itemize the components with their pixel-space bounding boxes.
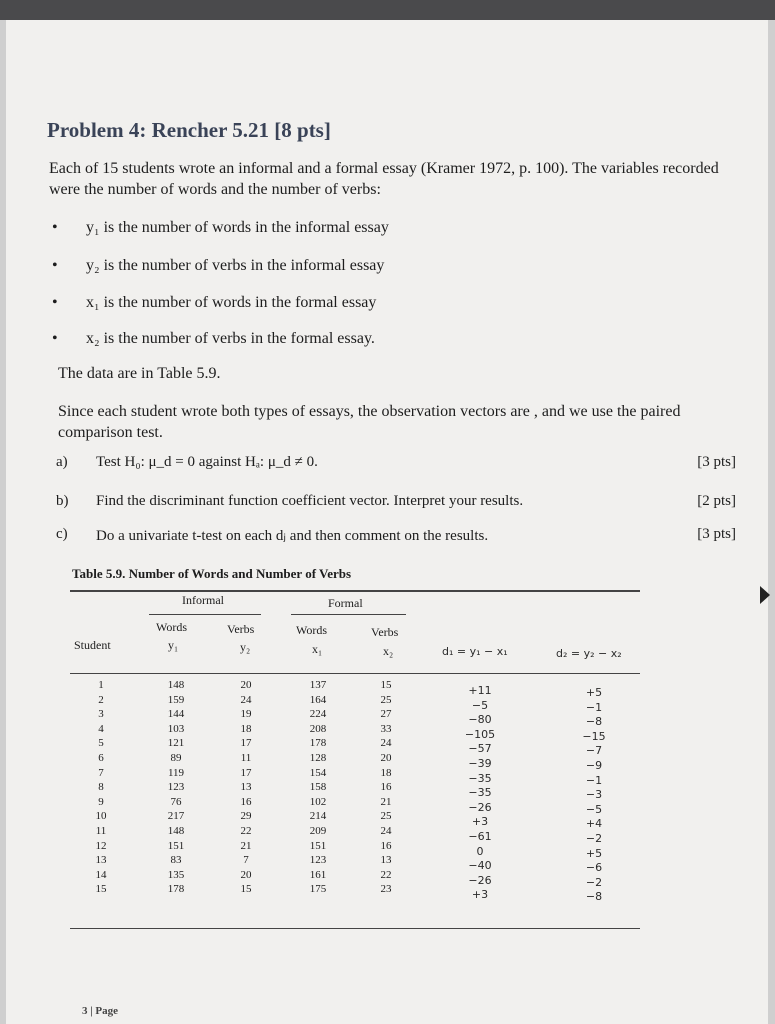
table-cell: 1 xyxy=(98,679,104,691)
table-header-rule xyxy=(70,673,640,674)
informal-words-header: Words xyxy=(156,620,188,634)
table-cell: −8 xyxy=(585,715,603,729)
table-cell: 208 xyxy=(309,722,327,735)
student-column xyxy=(86,678,116,897)
table-cell: 148 xyxy=(167,824,185,837)
d2-column xyxy=(576,686,612,905)
table-cell: 25 xyxy=(380,810,392,823)
question-points: [3 pts] xyxy=(697,526,736,542)
y1-column xyxy=(156,678,196,897)
table-cell: −80 xyxy=(468,713,492,727)
table-cell: 17 xyxy=(240,737,252,750)
table-cell: −2 xyxy=(585,875,603,889)
table-cell: 178 xyxy=(167,883,185,896)
table-cell: 128 xyxy=(309,751,327,764)
table-cell: −5 xyxy=(471,698,489,712)
table-cell: 16 xyxy=(380,839,392,852)
table-cell: 15 xyxy=(95,883,107,896)
table-cell: 7 xyxy=(243,854,249,867)
table-cell: 123 xyxy=(167,781,185,794)
table-cell: 159 xyxy=(167,693,185,706)
table-cell: 22 xyxy=(240,824,252,837)
table-cell: 217 xyxy=(167,810,185,823)
table-cell: 10 xyxy=(95,810,107,823)
table-cell: 13 xyxy=(240,781,252,794)
table-cell: 4 xyxy=(98,722,104,735)
table-cell: 24 xyxy=(380,824,392,837)
table-cell: 27 xyxy=(380,708,392,721)
table-cell: 15 xyxy=(380,679,392,691)
y2-header: y₂ xyxy=(240,640,251,654)
bullet-dot: • xyxy=(52,219,58,236)
formal-group-header: Formal xyxy=(328,596,363,610)
data-reference: The data are in Table 5.9. xyxy=(58,365,221,382)
table-cell: 13 xyxy=(95,854,107,867)
table-cell: −39 xyxy=(468,756,492,770)
table-cell: 22 xyxy=(380,868,392,881)
table-caption: Table 5.9. Number of Words and Number of Verbs xyxy=(72,566,352,581)
table-cell: −61 xyxy=(468,829,492,843)
question-points: [3 pts] xyxy=(697,454,736,470)
table-cell: 20 xyxy=(240,679,252,691)
x1-header: x₁ xyxy=(312,642,323,656)
bullet-text: y₁ is the number of words in the informal essay xyxy=(86,219,389,236)
table-cell: 164 xyxy=(309,693,327,706)
table-cell: +4 xyxy=(585,817,603,831)
bullet-dot: • xyxy=(52,294,58,311)
table-cell: 0 xyxy=(476,844,484,858)
table-cell: 175 xyxy=(309,883,327,896)
d1-header: d₁ = y₁ − x₁ xyxy=(442,645,508,658)
table-cell: 151 xyxy=(309,839,327,852)
question-text: Test H₀: μ_d = 0 against Hₐ: μ_d ≠ 0. xyxy=(96,454,318,470)
document-page xyxy=(6,20,768,1024)
table-cell: 154 xyxy=(309,766,327,779)
table-cell: −1 xyxy=(585,700,603,714)
table-cell: 33 xyxy=(380,722,392,735)
table-cell: 14 xyxy=(95,868,107,881)
y1-header: y₁ xyxy=(168,638,179,652)
table-cell: 89 xyxy=(170,751,182,764)
question-label: c) xyxy=(56,526,68,542)
table-cell: −40 xyxy=(468,859,492,873)
table-cell: 15 xyxy=(240,883,252,896)
table-cell: 178 xyxy=(309,737,327,750)
table-cell: −8 xyxy=(585,890,603,904)
d1-column xyxy=(458,684,502,903)
table-cell: 144 xyxy=(167,708,185,721)
table-cell: 103 xyxy=(167,722,185,735)
table-cell: +5 xyxy=(585,846,603,860)
table-cell: +3 xyxy=(471,815,489,829)
table-cell: 121 xyxy=(167,737,185,750)
question-points: [2 pts] xyxy=(697,493,736,509)
table-cell: 21 xyxy=(380,795,392,808)
table-cell: 119 xyxy=(167,766,185,779)
intro-paragraph: Each of 15 students wrote an informal and a formal essay (Kramer 1972, p. 100). The variables recorded were the number of words and the number of verbs: xyxy=(49,160,719,198)
table-cell: −1 xyxy=(585,773,603,787)
table-cell: 209 xyxy=(309,824,327,837)
bullet-dot: • xyxy=(52,330,58,347)
table-bottom-rule xyxy=(70,928,640,929)
table-cell: 8 xyxy=(98,781,104,794)
informal-group-rule xyxy=(149,614,261,615)
bullet-text: x₂ is the number of verbs in the formal essay. xyxy=(86,330,375,347)
table-cell: 158 xyxy=(309,781,327,794)
bullet-dot: • xyxy=(52,257,58,274)
formal-group-rule xyxy=(291,614,406,615)
table-cell: 12 xyxy=(95,839,107,852)
table-cell: 224 xyxy=(309,708,327,721)
informal-group-header: Informal xyxy=(182,593,224,607)
table-cell: 151 xyxy=(167,839,185,852)
table-cell: 18 xyxy=(240,722,252,735)
table-cell: 7 xyxy=(98,766,104,779)
table-cell: −9 xyxy=(585,758,603,772)
browser-top-bar xyxy=(0,0,775,20)
x2-column xyxy=(368,678,404,897)
y2-column xyxy=(228,678,264,897)
table-cell: 135 xyxy=(167,868,185,881)
question-label: b) xyxy=(56,493,69,509)
bullet-text: y₂ is the number of verbs in the informal essay xyxy=(86,257,385,274)
table-cell: 102 xyxy=(309,795,327,808)
table-cell: −15 xyxy=(582,729,606,743)
table-cell: −35 xyxy=(468,771,492,785)
table-cell: 123 xyxy=(309,854,327,867)
table-cell: 19 xyxy=(240,708,252,721)
table-cell: 25 xyxy=(380,693,392,706)
table-cell: 6 xyxy=(98,751,104,764)
table-cell: 214 xyxy=(309,810,327,823)
table-cell: −7 xyxy=(585,744,603,758)
formal-words-header: Words xyxy=(296,623,328,637)
table-cell: −26 xyxy=(468,873,492,887)
paired-comparison-text: Since each student wrote both types of essays, the observation vectors are , and we use the paired comparison test. xyxy=(58,403,681,441)
table-cell: 11 xyxy=(240,751,252,764)
question-label: a) xyxy=(56,454,68,470)
table-cell: 24 xyxy=(240,693,252,706)
table-top-rule xyxy=(70,590,640,592)
next-page-arrow-icon[interactable] xyxy=(760,586,770,604)
table-cell: 5 xyxy=(98,737,104,750)
informal-verbs-header: Verbs xyxy=(227,622,255,636)
table-cell: 16 xyxy=(240,795,252,808)
table-cell: 137 xyxy=(309,679,327,691)
x1-column xyxy=(298,678,338,897)
table-cell: 161 xyxy=(309,868,327,881)
bullet-text: x₁ is the number of words in the formal essay xyxy=(86,294,377,311)
table-cell: +5 xyxy=(585,686,603,699)
page-footer: 3 | Page xyxy=(82,1005,119,1017)
table-cell: 29 xyxy=(240,810,252,823)
table-cell: 148 xyxy=(167,679,185,691)
d2-header: d₂ = y₂ − x₂ xyxy=(556,647,622,660)
table-cell: 20 xyxy=(240,868,252,881)
formal-verbs-header: Verbs xyxy=(371,625,399,639)
x2-header: x₂ xyxy=(383,644,394,658)
table-cell: 20 xyxy=(380,751,392,764)
question-text: Do a univariate t-test on each dⱼ and then comment on the results. xyxy=(96,528,489,544)
table-cell: 17 xyxy=(240,766,252,779)
table-cell: 24 xyxy=(380,737,392,750)
table-cell: 3 xyxy=(98,708,104,721)
table-cell: −26 xyxy=(468,800,492,814)
table-cell: 83 xyxy=(170,854,182,867)
table-cell: 23 xyxy=(380,883,392,896)
table-cell: 9 xyxy=(98,795,104,808)
table-cell: −105 xyxy=(464,727,496,741)
problem-title: Problem 4: Rencher 5.21 [8 pts] xyxy=(47,118,331,142)
table-cell: −2 xyxy=(585,831,603,845)
table-cell: 16 xyxy=(380,781,392,794)
table-cell: 11 xyxy=(95,824,107,837)
student-header: Student xyxy=(74,638,111,652)
table-cell: +3 xyxy=(471,888,489,902)
table-cell: 13 xyxy=(380,854,392,867)
table-cell: −6 xyxy=(585,861,603,875)
table-cell: 2 xyxy=(98,693,104,706)
table-cell: 76 xyxy=(170,795,182,808)
table-cell: +11 xyxy=(468,684,492,697)
table-cell: 18 xyxy=(380,766,392,779)
table-cell: −57 xyxy=(468,742,492,756)
question-text: Find the discriminant function coefficient vector. Interpret your results. xyxy=(96,493,524,509)
table-cell: −35 xyxy=(468,786,492,800)
table-cell: −5 xyxy=(585,802,603,816)
table-cell: −3 xyxy=(585,788,603,802)
table-cell: 21 xyxy=(240,839,252,852)
